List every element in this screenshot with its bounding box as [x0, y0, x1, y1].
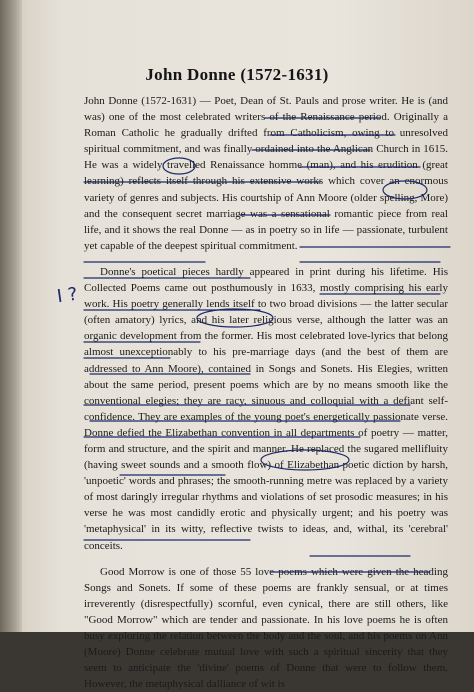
margin-annotation: I ? [55, 283, 79, 308]
paragraph-2: Donne's poetical pieces hardly appeared in print during his lifetime. His Collected Poems came out posthumously in 1633, mostly comprising his early work. His poetry generally lends itself to two broad divisions — the latter secular (often amatory) lyrics, and his later religious verse, although the latter was an organic development from the former. His most celebrated love-lyrics that belong almost unexceptionably to his pre-marriage days (and the best of them are addressed to Ann Moore), contained in Songs and Sonets. His Elegies, written about the same period, present poems which are by no means smooth like the conventional elegies; they are racy, sinuous and colloquial with a defiant self-confidence. They are examples of the young poet's energetically passionate verse. Donne defied the Elizabethan convention in all departments of poetry — matter, form and structure, and the spirit and manner. He replaced the sugared mellifluity (having sweet sounds and a smooth flow) of Elizabethan poetic diction by harsh, 'unpoetic' words and phrases; the smooth-running metre was replaced by a variety of most daringly irregular rhythms and violations of set prosodic measures; in his verse he was most candidly erotic and physically urgent; and his poetry was 'metaphysical' in its witty, reflective twists to ideas, and, withal, its 'cerebral' conceits. [84, 265, 448, 552]
book-spine [0, 0, 22, 632]
body-text [84, 93, 448, 692]
paragraph-3: Good Morrow is one of those 55 love poems which were given the heading Songs and Sonets. If some of these poems are frankly sensual, or at times irreverently (disrespectfully) scornful, even cynical, there are still others, like "Good Morrow" which are tender and passionate. In his love poems he is often busy exploring the relation between the body and the soul, and his poems on Ann (Moore) Donne celebrate mutual love with such a spiritual sincerity that they seem to anticipate the 'divine' poems of Donne that were to follow them. However, the metaphysical dalliance of wit is [84, 565, 448, 691]
paragraph-1: John Donne (1572-1631) — Poet, Dean of St. Pauls and prose writer. He is (and was) one of the most celebrated writers of the Renaissance period. Originally a Roman Catholic he gradually drifted from Catholicism, owing to unresolved spiritual commitment, and was finally ordained into the Anglican Church in 1615. He was a widely travelled Renaissance homme (man), and his erudition (great learning) reflects itself through his extensive works which cover an enormous variety of genres and subjects. His courtship of Ann Moore (older spelling, More) and the consequent secret marriage was a sensational romantic piece from real life, and it shows the real Donne — as in poetry so in life — passionate, turbulent yet capable of the deepest spiritual commitment. [84, 95, 448, 252]
page-title: John Donne (1572-1631) [145, 65, 329, 84]
